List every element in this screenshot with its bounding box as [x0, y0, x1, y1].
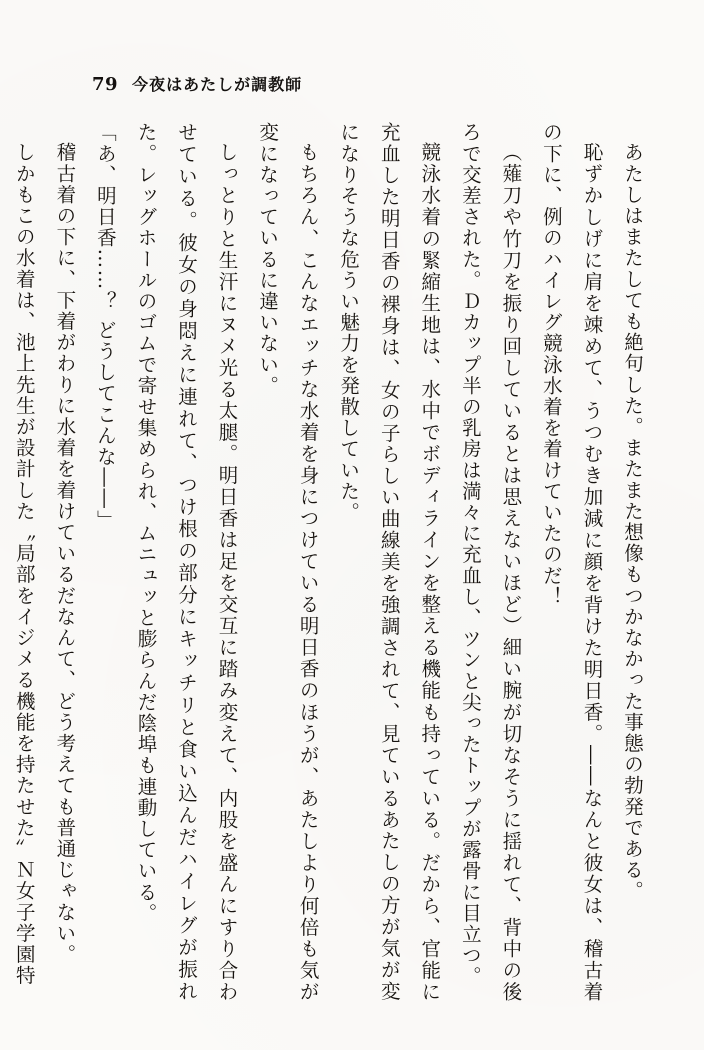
paragraph: 競泳水着の緊縮生地は、水中でボディラインを整える機能も持っている。だから、官能に充血した明日香の裸身は、女の子らしい曲線美を強調されて、見ているあたしの方が気が変になりそうな危うい魅力を発散していた。: [337, 122, 442, 1002]
running-head: [92, 72, 302, 95]
body-text: [12, 122, 652, 1002]
paragraph: もちろん、こんなエッチな水着を身につけている明日香のほうが、あたしより何倍も気が変になっているに違いない。: [256, 122, 320, 1002]
running-head-title: 今夜はあたしが調教師: [132, 75, 303, 94]
paragraph-dialogue: 「あ、明日香……？ どうしてこんな――」: [93, 122, 117, 531]
paragraph: 恥ずかしげに肩を竦めて、うつむき加減に顔を背けた明日香。――なんと彼女は、稽古着の下に、例のハイレグ競泳水着を着けていたのだ！: [539, 122, 604, 1002]
paragraph: あたしはまたしても絶句した。またまた想像もつかなかった事態の勃発である。: [621, 141, 644, 902]
paragraph: しかもこの水着は、池上先生が設計した〝局部をイジメる機能を持たせた〟Ｎ女子学園特: [12, 141, 36, 986]
paragraph: しっとりと生汗にヌメ光る太腿。明日香は足を交互に踏み変えて、内股を盛んにすり合わせている。彼女の身悶えに連れて、つけ根の部分にキッチリと食い込んだハイレグが振れた。レッグホールのゴムで寄せ集められ、ムニュッと膨らんだ陰埠も連動している。: [134, 122, 239, 1002]
paragraph: （薙刀や竹刀を振り回しているとは思えないほど）細い腕が切なそうに揺れて、背中の後ろで交差された。Ｄカップ半の乳房は満々に充血し、ツンと尖ったトップが露骨に目立つ。: [458, 122, 523, 1002]
paragraph: 稽古着の下に、下着がわりに水着を着けているだなんて、どう考えても普通じゃない。: [53, 141, 77, 965]
page-number: 79: [92, 74, 119, 95]
